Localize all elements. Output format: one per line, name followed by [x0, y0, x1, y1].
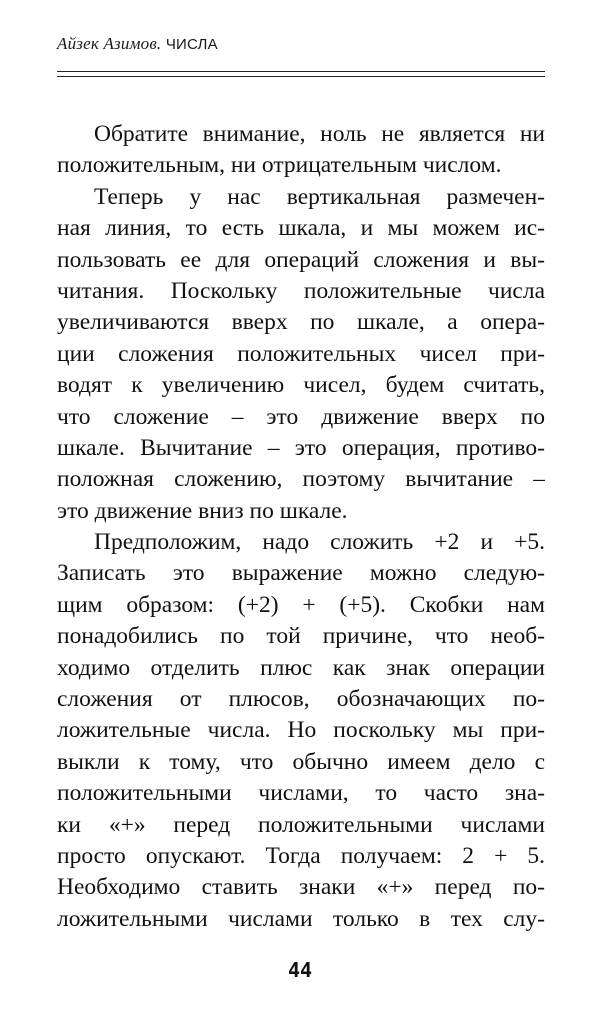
- page-number: 44: [287, 958, 313, 982]
- text-line: ции сложения положительных чисел при-: [57, 340, 545, 367]
- running-head: [57, 34, 218, 54]
- text-line: Предположим, надо сложить +2 и +5.: [94, 529, 545, 556]
- book-author: Айзек Азимов.: [57, 34, 162, 53]
- text-line: ходимо отделить плюс как знак операции: [57, 654, 545, 681]
- text-line: это движение вниз по шкале.: [57, 497, 348, 524]
- text-line: пользовать ее для операций сложения и вы-: [57, 246, 545, 273]
- text-line: сложения от плюсов, обозначающих по-: [57, 686, 545, 713]
- text-line: ложительными числами только в тех слу-: [57, 905, 545, 932]
- text-line: положительным, ни отрицательным числом.: [57, 152, 502, 179]
- header-rule-bottom: [57, 76, 545, 77]
- text-line: что сложение – это движение вверх по: [57, 403, 545, 430]
- text-line: водят к увеличению чисел, будем считать,: [57, 372, 545, 399]
- text-line: положительными числами, то часто зна-: [57, 780, 545, 807]
- text-line: просто опускают. Тогда получаем: 2 + 5.: [57, 842, 545, 869]
- text-line: ки «+» перед положительными числами: [57, 811, 545, 838]
- text-line: шкале. Вычитание – это операция, противо-: [57, 434, 545, 461]
- body-text: [57, 119, 545, 935]
- text-line: читания. Поскольку положительные числа: [57, 277, 545, 304]
- header-rule-top: [57, 71, 545, 72]
- text-line: Записать это выражение можно следую-: [57, 560, 545, 587]
- text-line: положная сложению, поэтому вычитание –: [57, 466, 545, 493]
- book-title: ЧИСЛА: [165, 36, 218, 53]
- text-line: Обратите внимание, ноль не является ни: [94, 121, 545, 147]
- text-line: Необходимо ставить знаки «+» перед по-: [57, 874, 545, 901]
- text-line: увеличиваются вверх по шкале, а опера-: [57, 309, 545, 336]
- text-line: ложительные числа. Но поскольку мы при-: [57, 717, 545, 744]
- text-line: ная линия, то есть шкала, и мы можем ис-: [57, 215, 545, 242]
- text-line: щим образом: (+2) + (+5). Скобки нам: [57, 591, 545, 618]
- text-line: Теперь у нас вертикальная размечен-: [94, 183, 545, 210]
- text-line: выкли к тому, что обычно имеем дело с: [57, 748, 545, 775]
- text-line: понадобились по той причине, что необ-: [57, 623, 545, 650]
